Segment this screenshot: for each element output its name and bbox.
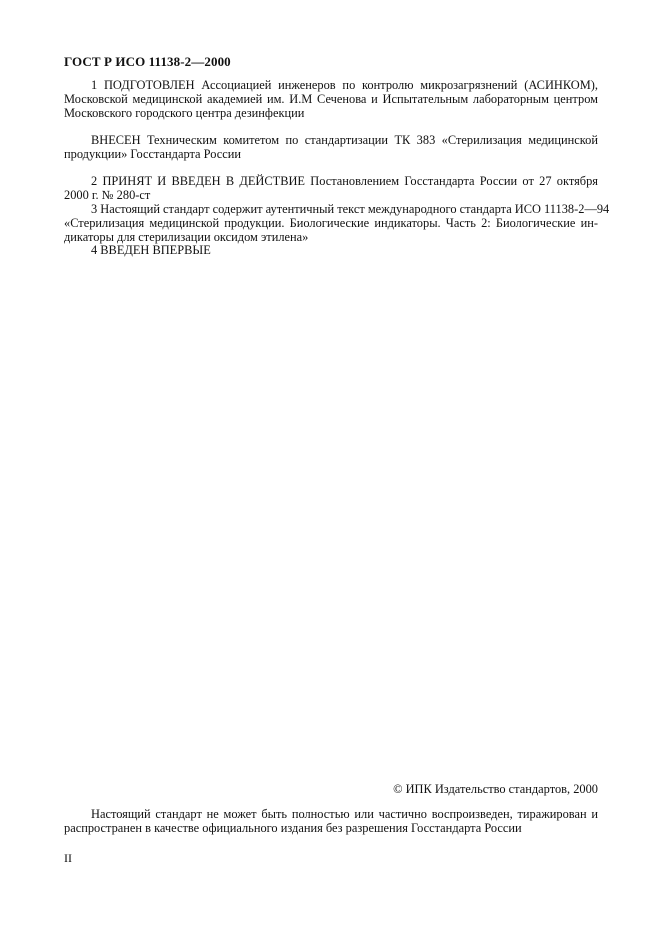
text-line: «Стерилизация медицинской продукции. Биологические индикаторы. Часть 2: Биологические ин- bbox=[64, 216, 598, 230]
text-line: 4 ВВЕДЕН ВПЕРВЫЕ bbox=[91, 243, 211, 257]
text-line: распространен в качестве официального издания без разрешения Госстандарта России bbox=[64, 821, 522, 835]
text-line: 2 ПРИНЯТ И ВВЕДЕН В ДЕЙСТВИЕ Постановлением Госстандарта России от 27 октября bbox=[91, 174, 598, 188]
text-line: Московской медицинской академией им. И.М Сеченова и Испытательным лабораторным центром bbox=[64, 92, 598, 106]
text-line: ВНЕСЕН Техническим комитетом по стандартизации ТК 383 «Стерилизация медицинской bbox=[91, 133, 598, 147]
item-introduced bbox=[64, 133, 598, 161]
text-line: 2000 г. № 280-ст bbox=[64, 188, 151, 202]
item-prepared bbox=[64, 78, 598, 120]
reproduction-notice bbox=[64, 807, 598, 835]
text-line: 1 ПОДГОТОВЛЕН Ассоциацией инженеров по контролю микрозагрязнений (АСИНКОМ), bbox=[91, 78, 598, 92]
text-line: 3 Настоящий стандарт содержит аутентичный текст международного стандарта ИСО 11138-2—94 bbox=[91, 202, 610, 216]
page-number: II bbox=[64, 851, 72, 865]
item-first-time bbox=[64, 243, 598, 257]
item-adopted bbox=[64, 174, 598, 202]
text-line: продукции» Госстандарта России bbox=[64, 147, 241, 161]
text-line: Московского городского центра дезинфекции bbox=[64, 106, 305, 120]
copyright-line: © ИПК Издательство стандартов, 2000 bbox=[393, 782, 598, 796]
standard-designation: ГОСТ Р ИСО 11138-2—2000 bbox=[64, 54, 231, 69]
text-line: дикаторы для стерилизации оксидом этилена» bbox=[64, 230, 309, 244]
text-line: Настоящий стандарт не может быть полностью или частично воспроизведен, тиражирован и bbox=[91, 807, 598, 821]
item-authentic-text bbox=[64, 202, 610, 244]
